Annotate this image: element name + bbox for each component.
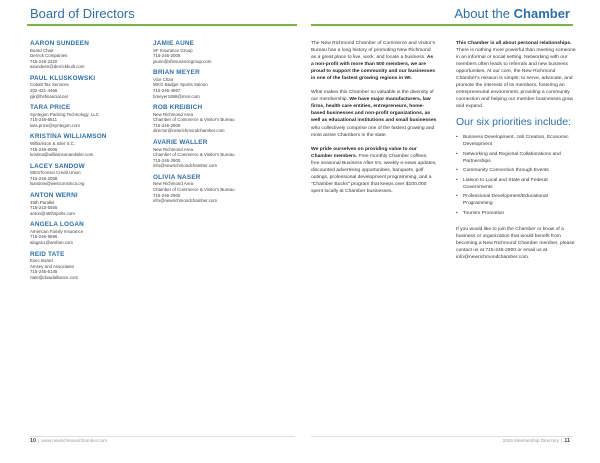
director-name: OLIVIA NASER (153, 173, 201, 181)
directors-column-1 (30, 40, 155, 285)
director-entry (30, 251, 155, 281)
director-name: TARA PRICE (30, 104, 71, 112)
about-diversity-paragraph: What makes this Chamber so valuable is the diversity of our membership. We have major manufacturers, law firms, health care entities, entrepreneurs, home-based businesses and non-profit organizations, as well as educational institutions and small businesses who collectively comprise one of the fastest growing and most active Chambers in the state. (311, 90, 437, 138)
director-detail: lsandow@westconsinca.org (30, 181, 85, 187)
director-detail: Chamber of Commerce & Visitor's Bureau (153, 152, 235, 158)
director-name: KRISTINA WILLIAMSON (30, 133, 107, 141)
director-detail: Board Chair (30, 47, 54, 53)
director-entry (30, 163, 155, 187)
priority-item: • Liaison to Local and State and Federal Governments (456, 177, 577, 191)
director-detail: 715-246-5886 (30, 234, 58, 240)
director-detail: pjk@hsfinancial.net (30, 93, 69, 99)
director-detail: New Richmond Area (153, 111, 194, 117)
director-detail: Vice Chair (153, 76, 174, 82)
director-detail: WESTconsin Credit Union (30, 170, 81, 176)
director-detail: info@newrichmondchamber.com (153, 198, 218, 204)
director-entry (153, 69, 278, 99)
director-entry (153, 104, 278, 134)
priority-item: • Networking and Regional Collaborations and Partnerships (456, 151, 577, 165)
director-entry (30, 133, 155, 157)
director-detail: Amsey and Associates (30, 263, 75, 269)
director-detail: asundeen@derrickbuilt.com (30, 64, 85, 70)
director-detail: Chamber of Commerce & Visitor's Bureau (153, 187, 235, 192)
about-column-1 (311, 40, 437, 202)
director-detail: 715-246-2320 (30, 58, 58, 64)
director-name: PAUL KLUSKOWSKI (30, 74, 96, 82)
director-detail: New Richmond Area (153, 146, 194, 152)
director-entry (30, 104, 155, 128)
footer-divider-right (311, 436, 573, 437)
director-detail: SF Insurance Group (153, 47, 193, 53)
director-detail: WKG Badger Sports Saloon (153, 82, 208, 88)
join-paragraph: If you would like to join the Chamber or know of a business or organization that would benefit from becoming a New Richmond Chamber member, please contact us at 715-246-2900 or email us at info@newrichmondchamber.com. (456, 226, 575, 261)
director-name: ANTON WERNI (30, 192, 78, 199)
title-divider-right (311, 24, 573, 26)
director-name: ANGELA LOGAN (30, 221, 84, 229)
footer-website: www.newrichmondchamber.com (41, 438, 108, 443)
page-number-right: 11 (564, 438, 570, 444)
director-detail: 715-246-2900 (153, 192, 181, 198)
footer-right: 2025 Membership Directory | 11 (502, 438, 570, 444)
page-number-left: 10 (30, 438, 36, 444)
director-detail: Syntegon Packing Technology, LLC (30, 111, 99, 117)
director-detail: 715-246-2068 (30, 175, 58, 181)
director-detail: Williamson & Siler S.C. (30, 140, 76, 146)
director-detail: tara.price@syntegon.com (30, 122, 81, 128)
director-entry (30, 192, 155, 216)
about-value-paragraph: We pride ourselves on providing value to our Chamber members. Free monthly Chamber coffees, free seasonal Business After 5's, weekly e-news updates, discounted advertising opportunities, banquets, golf outings, professional development programming, and a "Chamber Bucks" program that keeps over $100,000 spent locally at Chamber businesses. (311, 146, 437, 194)
director-detail: 715-246-2900 (153, 122, 181, 128)
director-entry (30, 221, 155, 245)
priority-item: • Professional Development/Educational Programming (456, 193, 577, 207)
priority-item: • Business Development, Job Creation, Economic Development (456, 134, 577, 148)
director-detail: 715-246-2005 (153, 53, 181, 59)
director-detail: New Richmond Area (153, 181, 194, 187)
director-detail: American Family Insurance (30, 228, 84, 234)
director-detail: kristina@williamsonandsiler.com (30, 152, 94, 158)
director-detail: Exec Board (30, 258, 53, 264)
director-detail: bmeyer1888@msn.com (153, 93, 200, 99)
priorities-list (456, 134, 577, 217)
director-detail: director@newrichmondchamber.com (153, 128, 225, 134)
title-divider-left (27, 24, 297, 26)
director-detail: 715-243-5565 (30, 205, 58, 211)
director-name: REID TATE (30, 250, 65, 258)
director-detail: 715-246-6006 (30, 146, 58, 152)
director-detail: 715-246-6511 (30, 117, 58, 123)
director-detail: Chamber of Commerce & Visitor's Bureau (153, 117, 235, 123)
director-name: ROB KREIBICH (153, 104, 203, 112)
director-detail: Derrick Companies (30, 53, 68, 59)
director-name: AVARIE WALLER (153, 139, 208, 147)
director-detail: 715-246-2900 (153, 157, 181, 163)
director-entry (153, 139, 278, 169)
director-detail: anton@45thspirits.com (30, 210, 75, 216)
director-name: BRIAN MEYER (153, 69, 200, 77)
director-entry (30, 75, 155, 99)
director-name: AARON SUNDEEN (30, 40, 90, 47)
director-detail: jaune@sfinsurancegroup.com (153, 58, 212, 64)
priority-item: • Tourism Promotion (456, 210, 577, 217)
director-detail: 202-421-4466 (30, 87, 58, 93)
director-entry (30, 40, 155, 70)
director-detail: rtate@dowdalliance.com (30, 274, 79, 280)
director-name: LACEY SANDOW (30, 162, 85, 170)
about-chamber-title: About the Chamber (454, 6, 570, 21)
director-name: JAMIE AUNE (153, 40, 195, 47)
about-column-2 (456, 40, 577, 268)
director-detail: 45th Parallel (30, 199, 55, 205)
priorities-heading: Our six priorities include: (456, 116, 571, 129)
director-detail: alogan1@amfam.com (30, 239, 74, 245)
board-of-directors-title: Board of Directors (30, 6, 135, 21)
directors-column-2 (153, 40, 278, 209)
director-entry (153, 174, 278, 204)
about-intro-paragraph: The New Richmond Chamber of Commerce and Visitor's Bureau has a long history of promoting New Richmond as a great place to live, work, and locate a business. As a non-profit with more than 500 members, we are proud to support the community and our businesses in one of the fastest growing regions in WI. (311, 41, 436, 82)
priority-item: • Community Connection through Events (456, 167, 577, 174)
director-detail: Cobalt Tax Services (30, 82, 69, 88)
director-detail: 715-246-6145 (30, 269, 58, 275)
footer-left: 10 | www.newrichmondchamber.com (30, 438, 108, 444)
director-detail: 715-246-4867 (153, 87, 181, 93)
director-entry (153, 40, 278, 64)
director-detail: info@newrichmondchamber.com (153, 163, 218, 169)
footer-directory: 2025 Membership Directory (502, 438, 560, 443)
about-relationships-paragraph: This Chamber is all about personal relationships. There is nothing more powerful than meeting someone in an informal or social setting. Networking with our members often leads to referrals and new business opportunities. At our core, the New Richmond Chamber's mission is simple: to serve, advocate, and promote the interests of its members, fostering an entrepreneurial environment, providing a community connection and helping our member businesses grow and expand. (456, 41, 576, 110)
footer-divider-left (30, 436, 295, 437)
